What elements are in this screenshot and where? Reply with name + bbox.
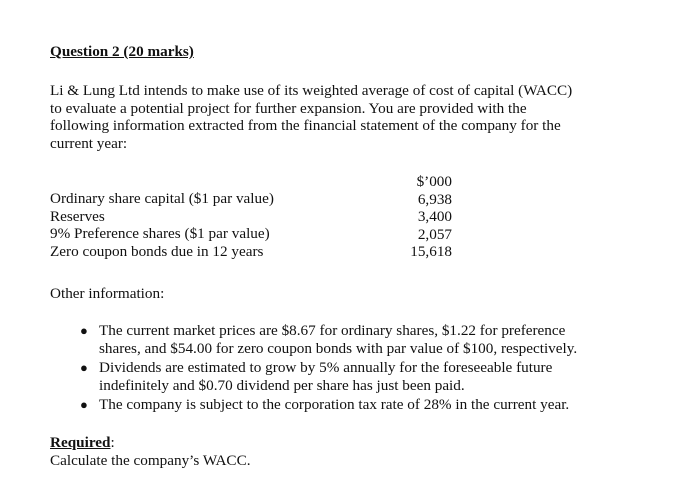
item-label-ordinary-shares: Ordinary share capital ($1 par value) bbox=[50, 190, 274, 207]
bullet-icon: ● bbox=[80, 397, 88, 412]
other-information-list bbox=[80, 322, 660, 416]
bullet-icon: ● bbox=[80, 360, 88, 375]
list-item bbox=[80, 322, 660, 357]
amount-zero-coupon-bonds: 15,618 bbox=[410, 243, 452, 260]
list-item-line: The current market prices are $8.67 for ordinary shares, $1.22 for preference bbox=[99, 322, 566, 339]
item-label-reserves: Reserves bbox=[50, 207, 105, 225]
intro-paragraph bbox=[50, 82, 640, 152]
intro-line: current year: bbox=[50, 134, 128, 152]
item-label-zero-coupon-bonds: Zero coupon bonds due in 12 years bbox=[50, 242, 264, 260]
required-label: Required bbox=[50, 434, 111, 451]
financial-items-column bbox=[50, 190, 310, 260]
intro-line: following information extracted from the financial statement of the company for the bbox=[50, 117, 561, 134]
list-item bbox=[80, 359, 660, 394]
item-label-preference-shares: 9% Preference shares ($1 par value) bbox=[50, 225, 270, 242]
question-heading: Question 2 (20 marks) bbox=[50, 43, 194, 60]
list-item bbox=[80, 396, 660, 414]
required-task: Calculate the company’s WACC. bbox=[50, 452, 251, 469]
amount-preference-shares: 2,057 bbox=[417, 225, 452, 243]
amount-reserves: 3,400 bbox=[417, 208, 452, 225]
required-heading bbox=[50, 434, 115, 452]
list-item-line: indefinitely and $0.70 dividend per share has just been paid. bbox=[99, 376, 465, 394]
financial-amounts-column bbox=[380, 173, 452, 261]
bullet-icon: ● bbox=[80, 323, 88, 338]
list-item-line: Dividends are estimated to grow by 5% annually for the foreseeable future bbox=[99, 359, 553, 376]
list-item-line: shares, and $54.00 for zero coupon bonds with par value of $100, respectively. bbox=[99, 339, 578, 357]
required-colon: : bbox=[110, 434, 115, 451]
intro-line: to evaluate a potential project for further expansion. You are provided with the bbox=[50, 99, 527, 117]
list-item-line: The company is subject to the corporation tax rate of 28% in the current year. bbox=[99, 396, 570, 413]
amount-unit-header: $’000 bbox=[416, 173, 452, 190]
other-information-title: Other information: bbox=[50, 285, 165, 302]
amount-ordinary-shares: 6,938 bbox=[417, 190, 452, 208]
intro-line: Li & Lung Ltd intends to make use of its weighted average of cost of capital (WACC) bbox=[50, 82, 573, 99]
